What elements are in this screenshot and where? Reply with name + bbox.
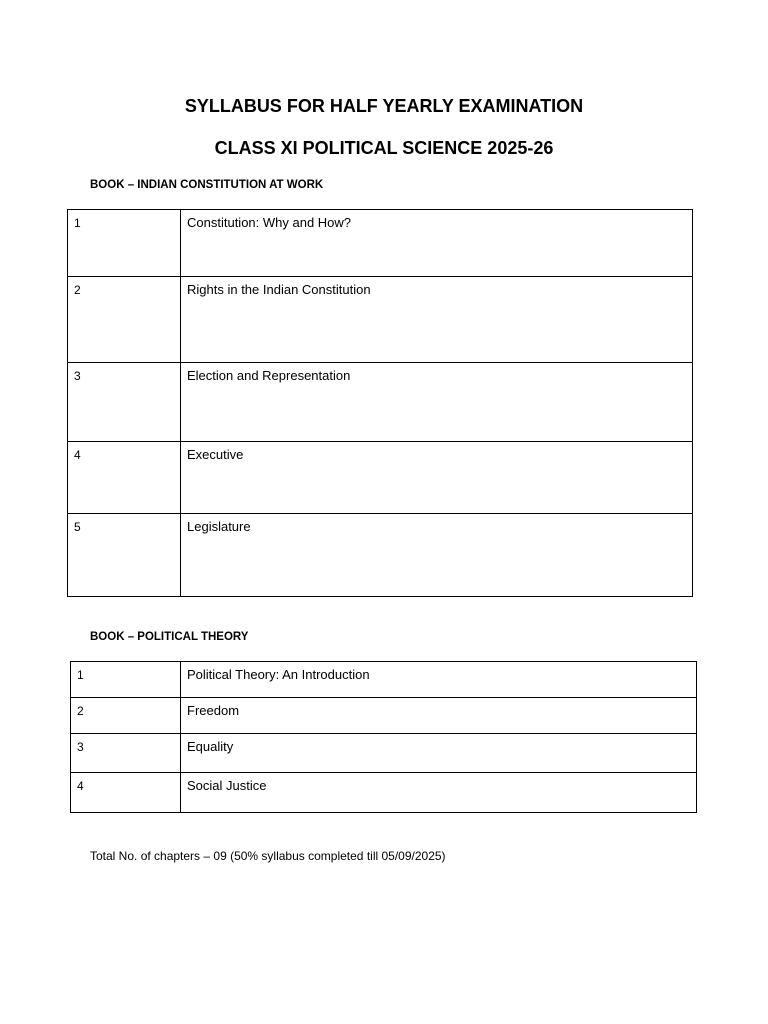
table-row	[71, 698, 697, 734]
chapter-title: Equality	[181, 734, 697, 773]
document-subtitle: CLASS XI POLITICAL SCIENCE 2025-26	[214, 138, 554, 158]
table-row	[68, 514, 693, 597]
chapter-title: Freedom	[181, 698, 697, 734]
chapter-total-note: Total No. of chapters – 09 (50% syllabus completed till 05/09/2025)	[90, 849, 446, 863]
table-row	[68, 277, 693, 363]
chapter-number: 1	[71, 662, 181, 698]
book1-chapter-table	[67, 209, 693, 597]
chapter-number: 4	[68, 442, 181, 514]
chapter-title: Election and Representation	[181, 363, 693, 442]
chapter-number: 4	[71, 773, 181, 813]
chapter-number: 2	[71, 698, 181, 734]
chapter-title: Executive	[181, 442, 693, 514]
table-row	[71, 773, 697, 813]
table-row	[71, 662, 697, 698]
table-row	[71, 734, 697, 773]
chapter-number: 1	[68, 210, 181, 277]
book2-chapter-table	[70, 661, 697, 813]
chapter-number: 3	[71, 734, 181, 773]
table-row	[68, 210, 693, 277]
document-title: SYLLABUS FOR HALF YEARLY EXAMINATION	[184, 96, 584, 116]
chapter-title: Constitution: Why and How?	[181, 210, 693, 277]
chapter-number: 3	[68, 363, 181, 442]
chapter-title: Political Theory: An Introduction	[181, 662, 697, 698]
chapter-title: Legislature	[181, 514, 693, 597]
chapter-title: Social Justice	[181, 773, 697, 813]
chapter-number: 2	[68, 277, 181, 363]
chapter-title: Rights in the Indian Constitution	[181, 277, 693, 363]
book1-heading: BOOK – INDIAN CONSTITUTION AT WORK	[90, 179, 324, 191]
table-row	[68, 442, 693, 514]
chapter-number: 5	[68, 514, 181, 597]
book2-heading: BOOK – POLITICAL THEORY	[90, 631, 249, 643]
table-row	[68, 363, 693, 442]
